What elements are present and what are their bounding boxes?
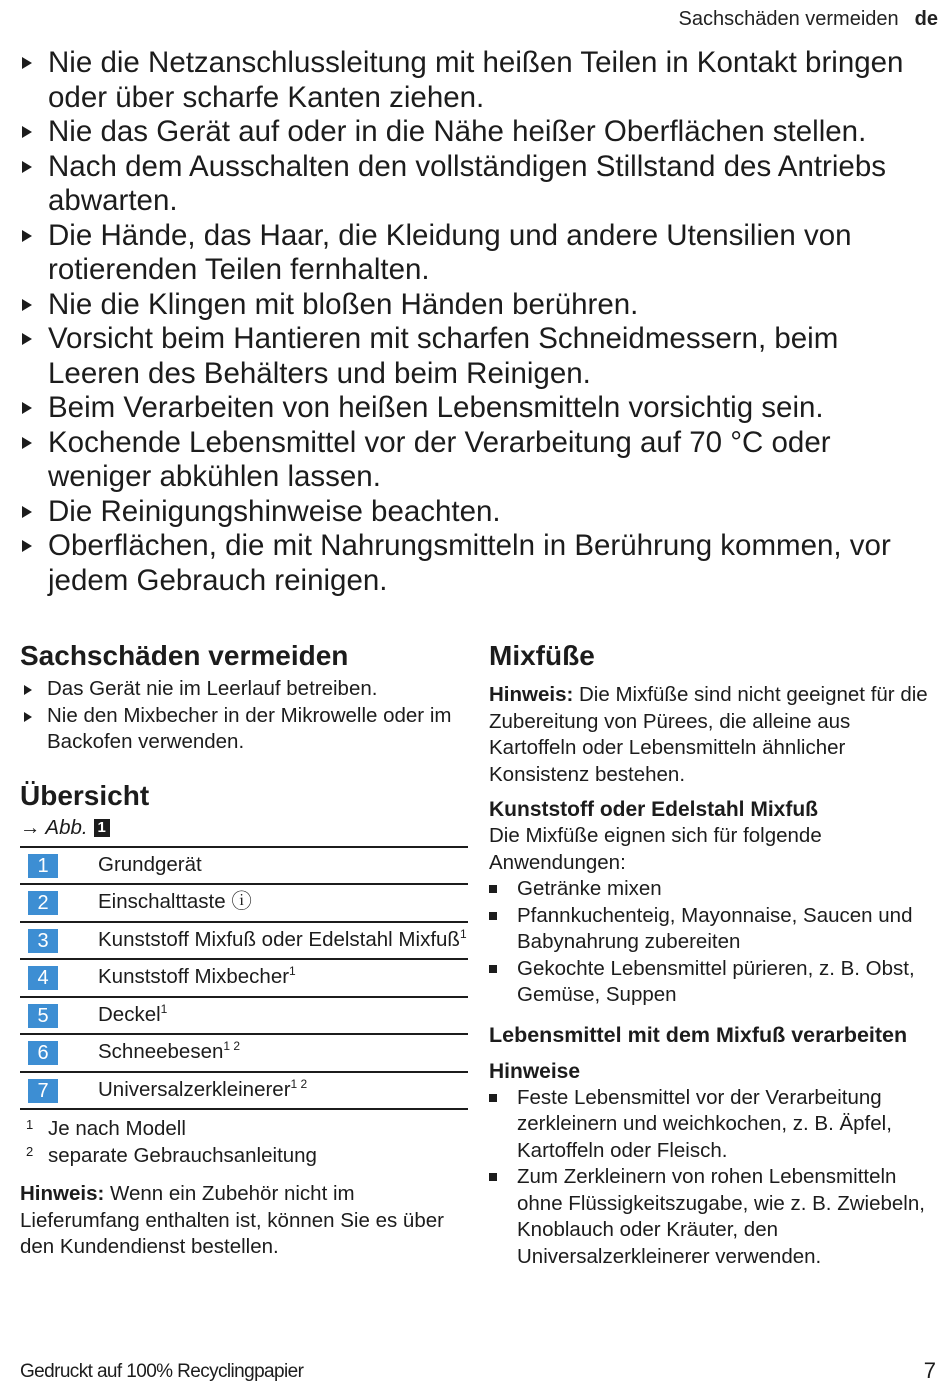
section-title-uebersicht: Übersicht — [20, 779, 150, 811]
footnote-marker: 1 2 — [223, 1039, 241, 1053]
footer-printed-note: Gedruckt auf 100% Recyclingpapier — [20, 1361, 304, 1382]
header-language: de — [914, 8, 938, 30]
list-item: Kochende Lebensmittel vor der Verarbeitung auf 70 °C oder weniger abkühlen lassen. — [22, 426, 937, 495]
left-column — [20, 638, 468, 1261]
item-number-badge: 7 — [28, 1079, 58, 1103]
table-row — [20, 1034, 468, 1072]
table-row — [20, 884, 468, 922]
item-number-badge: 4 — [28, 966, 58, 990]
header-section-title: Sachschäden vermeiden — [678, 8, 899, 30]
processing-notes-list — [489, 1085, 941, 1271]
list-item: Das Gerät nie im Leerlauf betreiben. — [20, 676, 468, 703]
footnote-marker: 1 — [160, 1001, 168, 1016]
list-item: Nie die Klingen mit bloßen Händen berühren. — [22, 288, 937, 323]
item-label: Grundgerät — [98, 852, 202, 876]
item-number-badge: 5 — [28, 1004, 58, 1028]
item-label: Einschalttaste ⓘ — [98, 890, 252, 913]
overview-note: Hinweis: Wenn ein Zubehör nicht im Lieferumfang enthalten ist, können Sie es über den Kundendienst bestellen. — [20, 1182, 444, 1258]
triangle-bullet-icon — [22, 540, 32, 552]
list-item: Beim Verarbeiten von heißen Lebensmitteln vorsichtig sein. — [22, 391, 937, 426]
triangle-bullet-icon — [22, 299, 32, 311]
page-header — [679, 8, 938, 31]
triangle-bullet-icon — [24, 685, 32, 695]
overview-table — [20, 846, 468, 1111]
square-bullet-icon — [489, 965, 497, 973]
item-number-badge: 2 — [28, 891, 58, 915]
item-label: Universalzerkleinerer — [98, 1077, 291, 1101]
list-item: Nie das Gerät auf oder in die Nähe heißer Oberflächen stellen. — [22, 115, 937, 150]
triangle-bullet-icon — [22, 437, 32, 449]
list-item: Die Hände, das Haar, die Kleidung und andere Utensilien von rotierenden Teilen fernhalten. — [22, 219, 937, 288]
triangle-bullet-icon — [22, 230, 32, 242]
list-item: Zum Zerkleinern von rohen Lebensmitteln ohne Flüssigkeitszugabe, wie z. B. Zwiebeln, Knoblauch oder Kräuter, den Universalzerkleinerer verwenden. — [489, 1164, 941, 1270]
safety-list — [22, 46, 937, 598]
square-bullet-icon — [489, 1094, 497, 1102]
item-label: Deckel — [98, 1002, 161, 1026]
section-title-sachschaeden: Sachschäden vermeiden — [20, 640, 349, 671]
subsection-title-mixfuss: Kunststoff oder Edelstahl Mixfuß — [489, 798, 819, 821]
triangle-bullet-icon — [22, 333, 32, 345]
item-number-badge: 1 — [28, 854, 58, 878]
list-item: Nie die Netzanschlussleitung mit heißen Teilen in Kontakt bringen oder über scharfe Kanten ziehen. — [22, 46, 937, 115]
table-row — [20, 997, 468, 1035]
sachschaden-list — [20, 676, 468, 756]
triangle-bullet-icon — [22, 402, 32, 414]
list-item: Die Reinigungshinweise beachten. — [22, 495, 937, 530]
table-row — [20, 1072, 468, 1110]
subsection-title-verarbeiten: Lebensmittel mit dem Mixfuß verarbeiten — [489, 1022, 908, 1047]
triangle-bullet-icon — [24, 712, 32, 722]
triangle-bullet-icon — [22, 57, 32, 69]
footnote-marker: 1 — [289, 964, 296, 978]
footnotes — [20, 1116, 468, 1169]
square-bullet-icon — [489, 912, 497, 920]
item-label: Kunststoff Mixbecher — [98, 965, 290, 988]
mixfuesse-note: Hinweis: Die Mixfüße sind nicht geeignet für die Zubereitung von Pürees, die alleine aus Kartoffeln oder Lebensmitteln ähnlicher Konsistenz bestehen. — [489, 683, 928, 786]
square-bullet-icon — [489, 1173, 497, 1181]
footnote-marker: 1 — [459, 926, 467, 941]
notes-title: Hinweise — [489, 1059, 581, 1083]
figure-number-badge: 1 — [94, 819, 110, 837]
item-label: Kunststoff Mixfuß oder Edelstahl Mixfuß — [98, 927, 460, 951]
applications-list — [489, 876, 941, 1009]
footnote-marker: 1 2 — [290, 1076, 308, 1091]
footnote: 1 Je nach Modell — [26, 1117, 186, 1140]
item-number-badge: 6 — [28, 1041, 58, 1065]
subsection-intro: Die Mixfüße eignen sich für folgende Anwendungen: — [489, 824, 822, 874]
list-item: Nach dem Ausschalten den vollständigen Stillstand des Antriebs abwarten. — [22, 150, 937, 219]
list-item: Getränke mixen — [489, 876, 941, 903]
list-item: Oberflächen, die mit Nahrungsmitteln in Berührung kommen, vor jedem Gebrauch reinigen. — [22, 529, 937, 598]
list-item: Vorsicht beim Hantieren mit scharfen Schneidmessern, beim Leeren des Behälters und beim Reinigen. — [22, 322, 937, 391]
list-item: Feste Lebensmittel vor der Verarbeitung zerkleinern und weichkochen, z. B. Äpfel, Kartoffeln oder Fleisch. — [489, 1085, 941, 1165]
triangle-bullet-icon — [22, 506, 32, 518]
list-item: Gekochte Lebensmittel pürieren, z. B. Obst, Gemüse, Suppen — [489, 956, 941, 1009]
right-column — [489, 638, 941, 1270]
table-row — [20, 847, 468, 885]
list-item: Nie den Mixbecher in der Mikrowelle oder im Backofen verwenden. — [20, 703, 468, 756]
page-number: 7 — [923, 1358, 936, 1383]
table-row — [20, 922, 468, 960]
figure-reference: → Abb. 1 — [20, 816, 468, 840]
section-title-mixfuesse: Mixfüße — [489, 640, 595, 671]
triangle-bullet-icon — [22, 161, 32, 173]
square-bullet-icon — [489, 885, 497, 893]
list-item: Pfannkuchenteig, Mayonnaise, Saucen und Babynahrung zubereiten — [489, 903, 941, 956]
item-number-badge: 3 — [28, 929, 58, 953]
item-label: Schneebesen — [98, 1040, 224, 1063]
triangle-bullet-icon — [22, 126, 32, 138]
footnote: 2 separate Gebrauchsanleitung — [26, 1143, 317, 1167]
table-row — [20, 959, 468, 997]
